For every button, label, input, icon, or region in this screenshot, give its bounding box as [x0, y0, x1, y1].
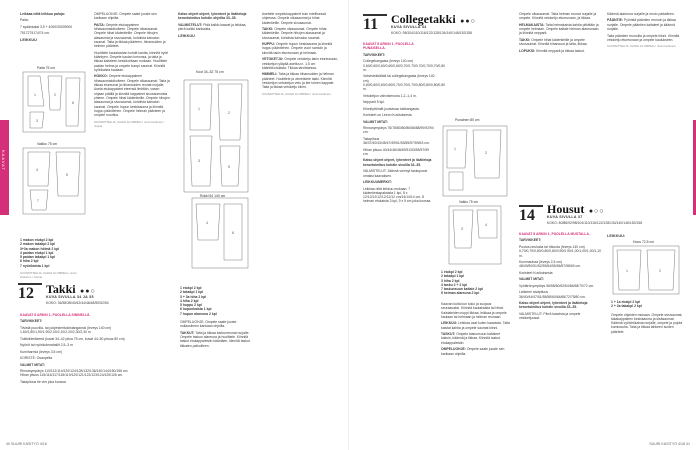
tarv-item: Nepparit 5 kpl. [363, 100, 385, 105]
tarv-item: Kumiharmia (leveys 3,5 cm) [20, 349, 63, 354]
text: Taita helmakaista kahtia pitkittäin ja ompele helmaan. Ompele kaitale helman alareunaan ja kiinnitä nepparit. [519, 22, 599, 36]
valmist: VALMISTELUT: Jäännä vierinyt taskupussi omaksi kaavaksen. [363, 169, 428, 178]
piece: 4 hiha 2 kpl [180, 298, 199, 303]
left-col-2 [94, 12, 170, 130]
piece: 6 hiha 2 kpl [20, 259, 39, 264]
head: HUPPU: [262, 42, 275, 47]
pattern-title: Koot 34–52 75 cm [196, 70, 224, 74]
piece: 7 taskunsuun kaitale 2 kpl [441, 287, 484, 292]
tarv-head: TARVIKKEET: [20, 319, 43, 324]
piece: 3+3a makon hölmä 2 kpl [20, 246, 60, 251]
piece: 1 makon etukpl 2 kpl [20, 238, 54, 242]
svg-text:1: 1 [626, 269, 628, 273]
tarv-item: Tiivistä puuvilla- tai polyesterikokistanganssi (leveys 140 cm) 1,60/1,80/1,90/1,90/2,00/2,10/2,20/2,30/2,30 m [20, 325, 112, 335]
text: Ompele etukappaleen hihasaumatolkoiteen. Ompele olkasaumat. Ompele hihat kädentieille. Ompele hihojen alasaumat ja sivusaumat, kohdista kainalon saumat. Taita ja tikkaa päärteen, hihansuiden ja helmen päärteet. [94, 22, 166, 49]
piece: 5 paidan takakpl 1 kpl [20, 255, 56, 260]
text: Ompele saate juoste sen karikaan ohjeilla. [441, 347, 505, 356]
svg-text:1: 1 [34, 93, 36, 97]
piece: 3 hiha 2 kpl [441, 278, 460, 283]
sub: KUVA SIVULLA 34 [391, 25, 427, 29]
right-col-3 [519, 12, 599, 55]
text: Pyöristä pääntien reunoin ja tikkaa nurjalle. Ompele pääntien kaitaleet ja käännä nurjalle. [607, 18, 676, 32]
leikkuu-head: LEIKKUUMERKIT: [363, 180, 392, 185]
collegetakki-link[interactable]: KAAVAT 8 ARKIN 1, PUOLELLA PUNAISELLA. [363, 42, 414, 51]
svg-text:1: 1 [454, 147, 456, 151]
svg-text:3: 3 [198, 159, 200, 163]
piece: 4 paidan etukpl 1 kpl [20, 250, 54, 255]
credits: SUUNNITTELIJA, KAAVA JA OMPELU: Jenni Huttunen / Jopina [94, 119, 165, 128]
col1-head: Leikkaa niitä leikkuu paloja: [20, 12, 65, 16]
piece: 7 nyörikaista 1 kpl [20, 263, 50, 268]
svg-text:2: 2 [659, 269, 661, 273]
head: LOPUKSI: [519, 48, 536, 53]
takki-body [46, 295, 136, 308]
col1-line: 7517275174/74 cm. [20, 31, 50, 36]
text: Ompele hihat kädentieille ja ompele sivusaumat. Kiinnitä hihansuut ja taita, tikkaa. [519, 37, 588, 47]
valmis: Takapituus 36/37/40/43/45/47/49/51/53/55/57/59/63 cm. [363, 136, 430, 146]
leikkuu-label: LEIKKUU: [607, 234, 626, 238]
piece: 1 + 1a etukpl 2 kpl [611, 300, 641, 304]
text: Ompele ohjeiden mukaan. Ompele sivusaumat, takakappaleen keskisauma ja sisäsaumat. Käännä vyötärökaista nurjalle, ompele ja pujota kuminauha. Taita ja tikkaa lahkeen suiden päärteet. [611, 312, 683, 334]
text: Ompele olkasaumat. Taita helman reunat nurjalle ja ompele. Kiinnitä vetoketju etureunaan, ja tikkaa. [519, 12, 597, 21]
pattern-title: Paita 75 cm [37, 66, 55, 70]
right-col-1 [363, 42, 446, 206]
text: Taita ja tikkaa hihansuiden ja helman päärteet. Huolittele ja viimeistele takki. Kiinnitä vetoketjun vetoketjun veto ja tee toinen kappale. Taita ja tikkaa vetoketju kiinni. [262, 72, 335, 90]
text: Ompele hupun keskisauma ja kiinnitä huppu pääntiehen. Ompele vuori samoin ja kiinnitä takin etureunaan ja helmaan. [262, 42, 333, 55]
head: VETOKETJU: [262, 57, 284, 62]
piece: 4 tasku 2 + 2 kpl [441, 282, 468, 287]
leikkuu-label: LEIKKUU [20, 37, 37, 42]
tarv-item: Tukikiinteikkeeä (kuvat 34–42 pitoa 75 cm, kuvat 44–50 pituus 80 cm) [20, 336, 125, 341]
collegetakki-pieces [441, 270, 511, 296]
side-tab: KAAVAT [0, 120, 9, 215]
text: Taita ja tikkaa karkunreunat nurjalle. Ompele taskun alareuna ja huolittele. Kiinnitä taskut etukappaleisiin kääntäen, kiinnitä taskut tikkaten paikoilleen. [180, 330, 250, 348]
piece: 7 hupun alareuna 2 kpl [180, 311, 217, 316]
pattern-title-2: Vaikko 75 cm [37, 142, 58, 146]
takapituus: Takapituus tie vim joka koossa [20, 379, 66, 384]
head: VALMISTELUT: [178, 22, 203, 27]
left-col-4 [262, 12, 338, 98]
tarv-item: Vetoketjun vahvistenuha 1,2–1,4 m. [363, 93, 417, 98]
ohjeet: Katso ohjeet ohjeet, lyhenteet ja lisätietoja keruetoimitus kohdin sivuilla 33–35. [519, 301, 588, 310]
valmis: Rinnanympärys 110/112/114/120/124/128/132/136/140/144/150/156 cm. Hihan pituus 115/116/117/118/119/120/121/122/123/124/125/126 cm. [20, 369, 129, 378]
head: HELMAKAISTA: [519, 22, 545, 27]
collegetakki-title: Collegetakki [391, 12, 456, 26]
left-folio: 40 SUURI KÄSITYÖ 4/18 [6, 442, 47, 446]
head: TAKKI: [519, 37, 531, 42]
right-col-5 [519, 232, 602, 323]
piece: 2 + 2a takakpl 2 kpl [611, 304, 642, 309]
text: Katso ohjeet ohjeet, lyhenteet ja lisätietoja keruetoimitus kohdin ohjeilta 33–35. [178, 12, 247, 21]
pattern-title: Punainen 80 cm [455, 118, 480, 122]
text: Ompele vetoketju takin etureunaan, vetoketjun yläpää asettuu n. 1,5 cm kääntökohdasta. Tikkaa tarvittaessa. [262, 57, 338, 70]
takki-title: Takki [46, 282, 76, 296]
svg-text:4: 4 [36, 168, 38, 172]
piece: 9 helman alareuna 2 kpl [441, 291, 480, 296]
section14-sub [547, 215, 687, 228]
right-folio: SUURI KÄSITYÖ 4/18 41 [649, 442, 690, 446]
text: Ompele olkasaumat. Ompele hihat kädentieille. Ompele hihojen alasaumat ja sivusaumat, kohdista kainalon saumat. [262, 27, 327, 40]
text: OMPELUOHJE: Ompele saate juoste sen karikaan ohjeilla. [94, 12, 157, 21]
piece: 2 takakpl 1 kpl [441, 274, 465, 279]
svg-text:7: 7 [37, 199, 39, 203]
tarv-item: Nyöröt tai nyörikokmahallit 2,5–3 m [20, 343, 73, 348]
text: Ompele taskunsuun kaitaleet kaksin, käännä ja tikkaa. Kiinnitä taskut etukappaleisiin. [441, 332, 500, 345]
head: OMPELUOHJE: [441, 347, 466, 352]
left-col-3-list [180, 286, 254, 350]
pattern-layout-housut [611, 240, 681, 296]
right-col-2 [441, 302, 511, 358]
dots-icon: ●○○ [588, 208, 605, 215]
section-number-11: 11 [363, 14, 387, 36]
valmis-head: VALMIIT MITAT: [20, 362, 45, 367]
valmis: Lahkeen sisäpituus 36/40/44/47/51/55/58/60/64/68/72/75/80 cm. [519, 290, 586, 299]
section-number-14: 14 [519, 205, 543, 227]
sub: KUVA SIVULLA 37 [547, 215, 583, 219]
head: LEIKKUU: [441, 321, 458, 326]
head: TASKUT: [441, 332, 456, 337]
section11-sub [391, 25, 511, 38]
svg-text:2: 2 [485, 151, 487, 155]
leikkuu-label: LEIKKUU [178, 33, 195, 38]
text: Ompele etukappaleen hihasaumatolkoiteen. Ompele olkasaumat. Taita ja tikkaa etureunat ja hihansuiden reunat nurjalle. Aseta etukappaleet eteensä limittäin, vasen ohjaan päällä ja kiinnitä kappaleet sivusaumoista yhteen. Ompele hihat kädentieille. Ompele hihojen alasaumat ja sivusaumat, kohdista kainalon saumat. Ompele hupun keskisauma ja kiinnitä huppu pääntiehen. Ompele helman päärteen ja ompele nuoritus. [94, 74, 170, 118]
housut-title: Housut [547, 202, 585, 216]
pattern-layout-collegetakki [441, 118, 511, 268]
head: HOKKO: [94, 74, 108, 79]
col1-line: Paita: [20, 18, 29, 23]
tarv-head: TARVIKKEET: [519, 238, 542, 243]
housut-pieces [611, 300, 687, 336]
valmis-head: VALMIIT MITAT: [363, 119, 388, 124]
piece: 2 takakpl 1 kpl [180, 290, 204, 295]
svg-text:2: 2 [228, 111, 230, 115]
tarv-item: Kuminauhaa (leveys 2,5 cm) 48/49/50/51/52/53/54/55/56/57/58/60 cm. [519, 260, 582, 269]
koriste: Koristeet on Leeon Kuvituksesta [363, 113, 412, 118]
dots-icon: ●●○ [460, 18, 476, 25]
text: OMPELUOHJE: Ompele saate juoste nollausilmen kankaan ohjeilla. [180, 320, 237, 329]
right-col-4 [607, 12, 685, 51]
text: Leikkaa osat kuten kaavasta. Taita kaistat kahtia ja ompele saumat kiinni. [441, 321, 510, 330]
valmist: VALMISTELUT: Piirrä kaavista ja ompele vetoketjuosat. [519, 311, 581, 321]
svg-text:5: 5 [66, 173, 68, 177]
text: Käännä alareuna nurjalle ja neulo paikalleen. [607, 12, 675, 16]
takki-link[interactable]: KAAVAT 8 ARKIN 1, PUOLELLA SININELLÄ. [20, 313, 91, 317]
svg-text:1: 1 [198, 107, 200, 111]
svg-text:5: 5 [228, 165, 230, 169]
credits: SUUNNITTELIJA, KAAVA JA OMPELU: Jenni Huttunen [607, 44, 676, 49]
pattern-title: Hous 72,5 cm [633, 240, 654, 244]
pattern-layout-shirt [22, 66, 86, 216]
col1-line: 7 sydänkalat 3,5 + 4000/30009000 [20, 24, 73, 29]
tarv-head: TARVIKKEET: [363, 52, 386, 57]
credits: SUUNNITTELIJA, KAAVA JA OMPELU: Jenni Huttunen [262, 91, 331, 96]
takki-koko: KOKO: 36/38/38/40/42/44/46/48/50/52/54 [46, 301, 109, 306]
left-col-1 [20, 12, 88, 44]
takki-details [20, 313, 132, 386]
svg-text:3: 3 [36, 119, 38, 123]
tarv-item: Puolva-neulosta tai trikoota (leveys 140 cm) 0,70/0,70/0,80/0,80/0,80/0,90/0,90/1,00/1,00/1,00/1,10 m. [519, 244, 602, 258]
koko: KOKO: 80/86/92/98/104/110/116/122/128/134/140/146/152/158 [547, 221, 643, 226]
svg-text:4: 4 [206, 221, 208, 225]
left-col-1-list [20, 238, 88, 280]
takki-sub: KUVA SIVULLA 34 JA 35 [46, 295, 94, 299]
tarv-note: KORISTE: Osaopeita [20, 356, 53, 361]
dots-icon: ●●○ [80, 288, 96, 295]
piece: 1 etukpl 2 kpl [180, 286, 202, 290]
text: Asettele ompelukappaleet kuin edellisessä ohjeessa. Ompele olkasaumat ja hihat kädentieille. Ompele sivusaumat. [262, 12, 326, 25]
pattern-title-2: Valkio 75 cm [459, 200, 479, 204]
head: PÄÄNTIE: [607, 18, 624, 23]
head: TAKKI: [262, 27, 274, 32]
pattern-layout-jacket [180, 70, 252, 270]
ohjeet: Katso ohjeet ohjeet, lyhenteet ja lisätietoja keruetoimitus kohdin sivuilla 33–35. [363, 158, 432, 167]
pattern-title-2: Rokki 54 140 cm [200, 194, 226, 198]
left-col-3 [178, 12, 252, 40]
section-number-12: 12 [18, 283, 42, 305]
head: PAITA: [94, 22, 105, 27]
svg-text:2: 2 [54, 93, 56, 97]
piece: 3 + 3a hiha 2 kpl [180, 294, 207, 299]
piece: 5 huppu 2 kpl [180, 303, 202, 308]
tarv-item: Vahvistekkäistä tai collegekangasta (leveys 140 cm) 0,60/0,60/0,60/0,60/0,70/0,70/0,70/0,80/0,80/0,80/0,80 m. [363, 74, 446, 92]
tarv-item: Kiinnityttömät joustavaa tukikangasta. [363, 106, 420, 111]
leikkuu: Leikkaa niitä leikkuu mukaan: 7 kädentiestapakaista 1 kpl, 8 x 12/12/12/12/12/12/12 cm/14/14/14 cm, 8 helman etukaista 3 kpl, 9 x 9 cm joka koossa. [363, 186, 432, 204]
svg-text:3: 3 [461, 227, 463, 231]
credits: SUUNNITTELIJA, KAAVA JA OMPELU: Jenni Huttunen / Jopina [20, 271, 77, 280]
text: Pidä kaikki kaavat ja leikkaa, piirrä kaikki kankaista. [178, 22, 247, 32]
piece: 2 makon takakpl 2 kpl [20, 242, 56, 247]
valmis-head: VALMIIT MITAT: [519, 277, 544, 282]
housut-link[interactable]: KAAVAT 8 ARKIN 1, PUOLELLA MUSTALLA. [519, 232, 590, 236]
valmis: Vyötärönympärys 56/58/60/62/64/66/68/70/72 cm. [519, 283, 595, 288]
text: Taita pääntien reunoilla ja ompele kiinni. Kiinnitä vetoketju etureunaan ja ompele kaulukseen. [607, 33, 680, 42]
tarv-item: Collegekangasta (leveys 140 cm) 0,60/0,60/0,60/0,60/0,60/0,70/0,70/0,70/0,70/0,70/0,80 m. [363, 59, 446, 72]
right-page [348, 0, 696, 450]
valmis: Rinnanympärys 76/78/80/80/86/86/88/90/92/94 cm. [363, 126, 434, 135]
svg-text:6: 6 [232, 231, 234, 235]
piece: 6 hupunkaista 1 kpl [180, 307, 212, 312]
text: Kiinnitä nepparit ja tikkaa taskut. [536, 48, 585, 53]
piece: 1 etukpl 2 kpl [441, 270, 463, 274]
koriste: Koristeet Kuvituksesta [519, 270, 553, 275]
head: TAKKUT: [180, 330, 195, 335]
text: Huolittele kaulalaahan kohdit kantta, kiinnitä nyöri kääntyen. Ompele kaulan lomonsa, ja taita ja tikkaa kaitaleen keskikohtaan mukaan. Huolittele paidan helma ja ompele kumpi saumat. Kiinnitä nyörikaista kaulaan. [94, 50, 169, 72]
valmis: Hihan pituus 40/44/46/48/49/51/53/55/57/59 cm. [363, 147, 429, 156]
svg-text:4: 4 [485, 223, 487, 227]
head: HIMMELI: [262, 72, 278, 77]
koko: KOKO: 98/104/110/116/122/128/134/140/146/152/158 [391, 31, 472, 36]
text: Kaavan kulta kun koko ja suojaus seuraavaksi. Kiinnitä kaulakaista tai hihat. Kaistaleiden nuppi tikkaa, leikkaa ja ompele kaulaan tai helmaan ja helman reunaan. [441, 302, 507, 319]
svg-text:6: 6 [72, 101, 74, 105]
